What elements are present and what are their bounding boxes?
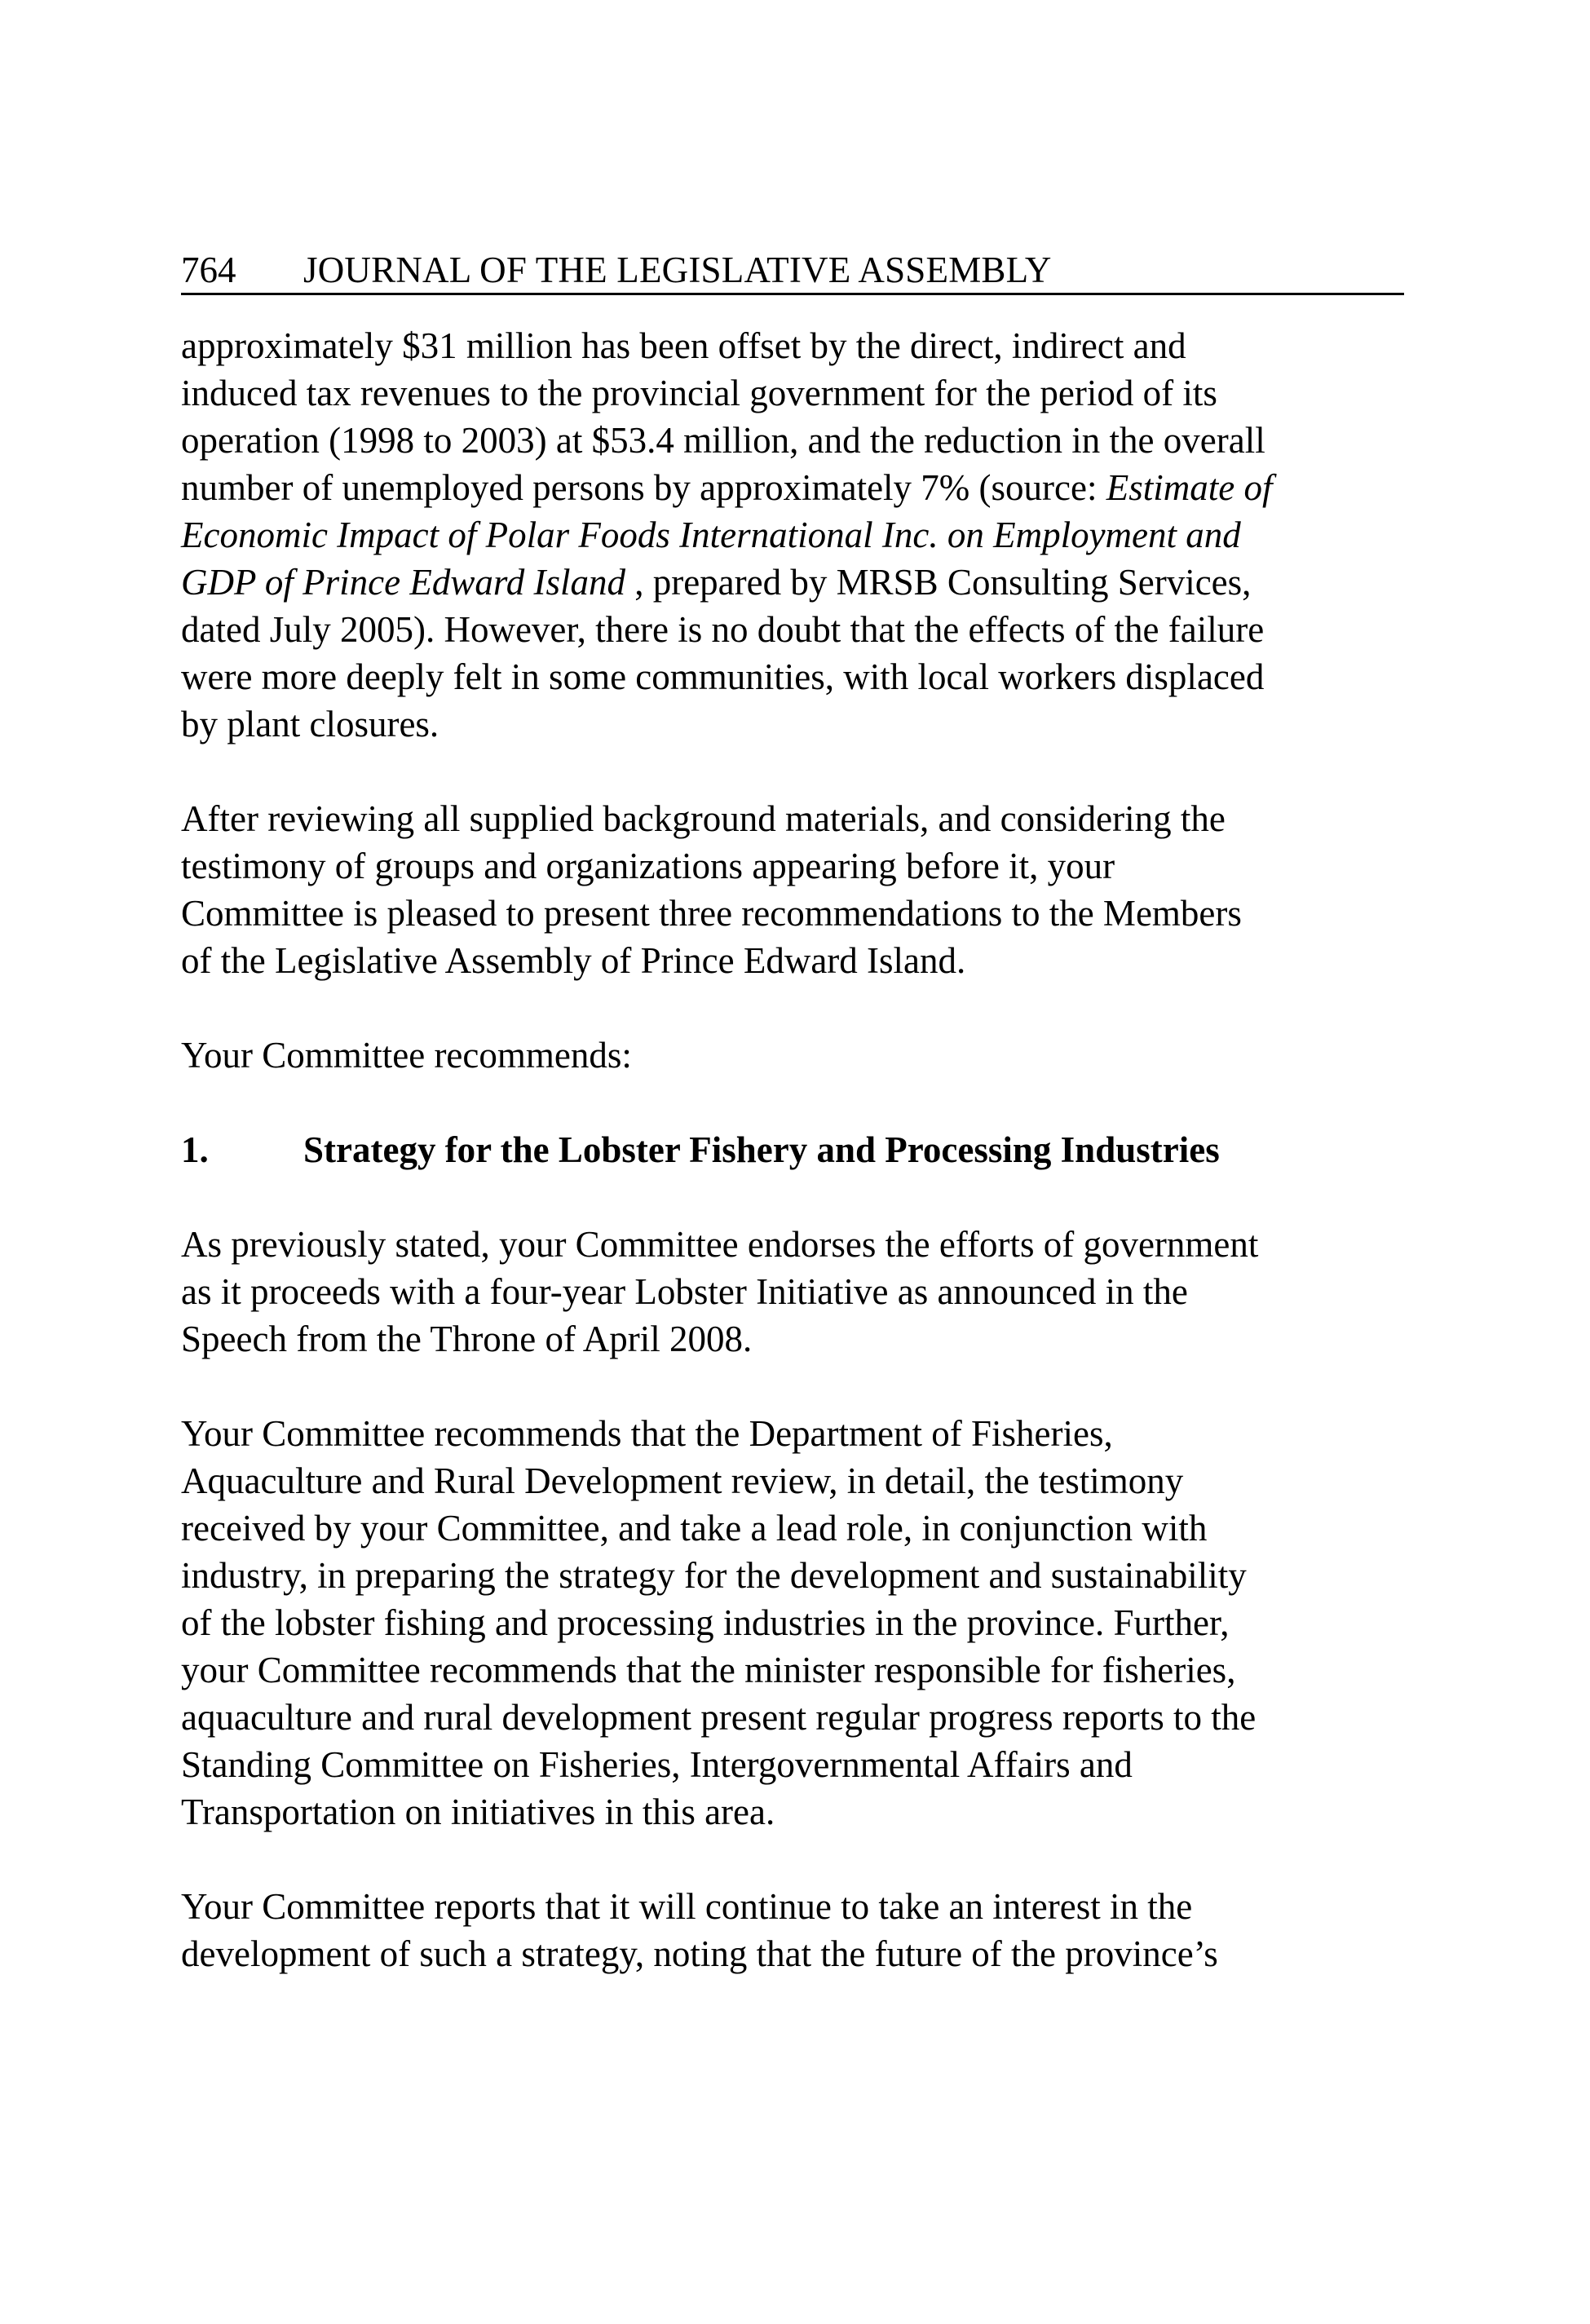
text-line: received by your Committee, and take a lead role, in conjunction with xyxy=(181,1508,1208,1549)
journal-title: JOURNAL OF THE LEGISLATIVE ASSEMBLY xyxy=(303,250,1052,290)
text-line: Standing Committee on Fisheries, Intergovernmental Affairs and xyxy=(181,1744,1133,1785)
text-line: testimony of groups and organizations appearing before it, your xyxy=(181,846,1115,886)
paragraph-economic-impact xyxy=(181,322,1412,748)
paragraph-review xyxy=(181,795,1412,984)
source-title-italic: Estimate of xyxy=(1106,467,1273,508)
text-line: as it proceeds with a four-year Lobster Initiative as announced in the xyxy=(181,1271,1188,1312)
text-line: Your Committee recommends that the Department of Fisheries, xyxy=(181,1413,1113,1454)
section-heading xyxy=(181,1126,1412,1173)
text-line: Your Committee recommends: xyxy=(181,1035,632,1076)
section-number: 1. xyxy=(181,1129,209,1170)
text-segment: number of unemployed persons by approximately 7% (source: xyxy=(181,467,1106,508)
document-body xyxy=(181,322,1412,2025)
text-segment: , prepared by MRSB Consulting Services, xyxy=(625,562,1252,603)
text-line: Transportation on initiatives in this area. xyxy=(181,1792,775,1832)
text-line xyxy=(181,559,1412,606)
text-line: of the lobster fishing and processing industries in the province. Further, xyxy=(181,1602,1230,1643)
text-line: Speech from the Throne of April 2008. xyxy=(181,1319,753,1359)
text-line: your Committee recommends that the minister responsible for fisheries, xyxy=(181,1650,1236,1690)
text-line xyxy=(181,464,1412,511)
text-line: As previously stated, your Committee endorses the efforts of government xyxy=(181,1224,1259,1265)
paragraph-continuing-interest xyxy=(181,1883,1412,1977)
section-title: Strategy for the Lobster Fishery and Processing Industries xyxy=(303,1129,1220,1170)
text-line: induced tax revenues to the provincial government for the period of its xyxy=(181,373,1217,413)
text-line: approximately $31 million has been offset by the direct, indirect and xyxy=(181,325,1186,366)
text-line: After reviewing all supplied background materials, and considering the xyxy=(181,798,1226,839)
text-line: industry, in preparing the strategy for the development and sustainability xyxy=(181,1555,1247,1596)
text-line: operation (1998 to 2003) at $53.4 million, and the reduction in the overall xyxy=(181,420,1265,461)
text-line: aquaculture and rural development present regular progress reports to the xyxy=(181,1697,1257,1738)
text-line: were more deeply felt in some communities, with local workers displaced xyxy=(181,656,1265,697)
paragraph-recommends-intro xyxy=(181,1032,1412,1079)
paragraph-lobster-initiative xyxy=(181,1221,1412,1363)
text-line: of the Legislative Assembly of Prince Edward Island. xyxy=(181,940,966,981)
paragraph-department-recommendation xyxy=(181,1410,1412,1836)
running-header xyxy=(181,245,1404,295)
text-line: dated July 2005). However, there is no doubt that the effects of the failure xyxy=(181,609,1265,650)
text-line: Committee is pleased to present three recommendations to the Members xyxy=(181,893,1242,934)
source-title-italic: Economic Impact of Polar Foods International Inc. on Employment and xyxy=(181,515,1241,555)
source-title-italic: GDP of Prince Edward Island xyxy=(181,562,625,603)
text-line: by plant closures. xyxy=(181,704,439,744)
text-line: development of such a strategy, noting that the future of the province’s xyxy=(181,1933,1218,1974)
page-number: 764 xyxy=(181,250,236,290)
text-line: Aquaculture and Rural Development review, in detail, the testimony xyxy=(181,1460,1184,1501)
text-line: Your Committee reports that it will continue to take an interest in the xyxy=(181,1886,1193,1927)
